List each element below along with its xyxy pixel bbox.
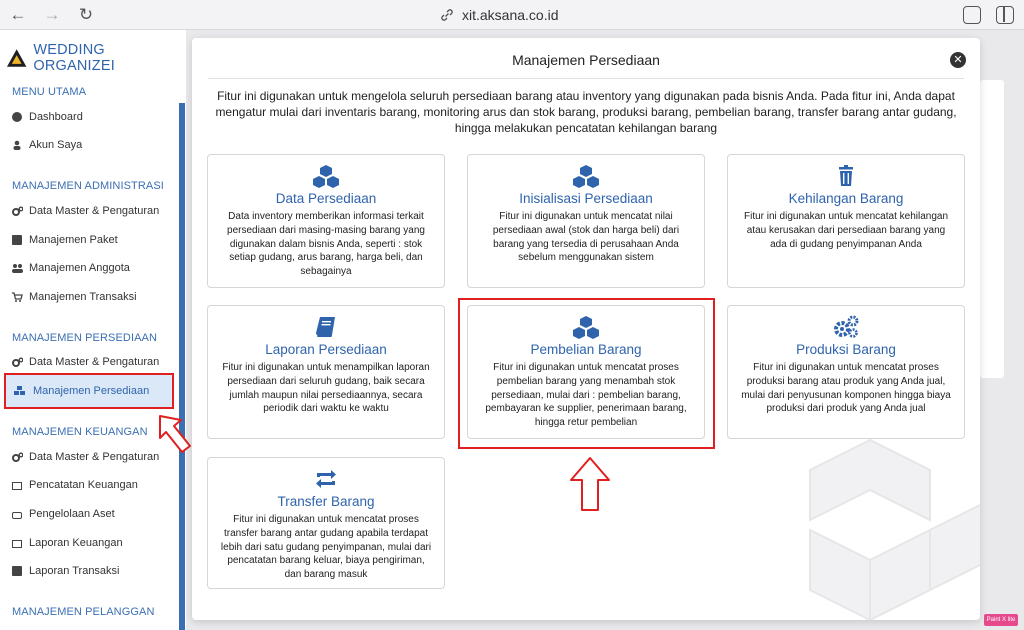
card-title: Kehilangan Barang (788, 191, 904, 206)
cubes-icon (571, 164, 601, 188)
cogs-icon (12, 357, 22, 367)
trash-icon (836, 165, 856, 187)
card-description: Fitur ini digunakan untuk mencatat proses pembelian barang yang menambah stok persediaan, mulai dari : pembelian barang, pembayaran ke supplier, penerimaan barang, hingga retur pembelian (485, 362, 687, 429)
extensions-icon[interactable] (963, 6, 981, 24)
background-panel (980, 80, 1004, 378)
card-inisialisasi-persediaan[interactable] (467, 154, 705, 288)
sidebar-item-pengelolaan-aset[interactable] (12, 504, 172, 524)
sidebar-item-label: Pengelolaan Aset (29, 508, 115, 520)
cogs-icon (12, 452, 22, 462)
sidebar-item-data-master-persediaan[interactable] (12, 352, 172, 372)
card-title: Produksi Barang (796, 342, 896, 357)
cogs-icon (833, 315, 859, 339)
section-manajemen-pelanggan: MANAJEMEN PELANGGAN (12, 606, 155, 618)
sidebar-item-manajemen-anggota[interactable] (12, 258, 172, 278)
browser-toolbar (0, 0, 1024, 30)
modal-intro: Fitur ini digunakan untuk mengelola seluruh persediaan barang atau inventory yang digunakan pada bisnis Anda. Pada fitur ini, Anda dapat mengatur mulai dari inventaris barang, monitoring arus dan stok barang, produksi barang, pembelian barang, transfer barang antar gudang, hingga melakukan pencatatan kehilangan barang (215, 89, 957, 135)
sidebar-item-laporan-keuangan[interactable] (12, 533, 172, 553)
sidebar-item-manajemen-paket[interactable] (12, 230, 172, 250)
sidebar-item-label: Data Master & Pengaturan (29, 356, 160, 368)
card-title: Pembelian Barang (530, 342, 642, 357)
user-icon (12, 140, 22, 150)
section-manajemen-persediaan: MANAJEMEN PERSEDIAAN (12, 332, 158, 344)
money-icon (12, 482, 22, 490)
card-description: Data inventory memberikan informasi terkait persediaan dari masing-masing barang yang digunakan dalam bisnis Anda, seperti : stok setiap gudang, arus barang, harga beli, dan sebagainya (227, 211, 425, 278)
card-title: Inisialisasi Persediaan (519, 191, 653, 206)
sidebar-item-data-master-keuangan[interactable] (12, 447, 172, 467)
sidebar-item-label: Manajemen Transaksi (29, 291, 137, 303)
reload-icon[interactable]: ↻ (78, 5, 94, 24)
sidebar-item-label: Dashboard (29, 111, 83, 123)
dashboard-icon (12, 112, 22, 122)
sidebar-item-label: Manajemen Anggota (29, 262, 130, 274)
section-menu-utama: MENU UTAMA (12, 86, 87, 98)
card-kehilangan-barang[interactable] (727, 154, 965, 288)
sidebar-item-label: Pencatatan Keuangan (29, 479, 138, 491)
cogs-icon (12, 206, 22, 216)
card-description: Fitur ini digunakan untuk menampilkan laporan persediaan dari seluruh gudang, baik secara jumlah maupun nilai persediaannya, secara periodik dari waktu ke waktu (222, 362, 430, 415)
sidebar-item-label: Manajemen Persediaan (33, 385, 150, 397)
book-icon (12, 566, 22, 576)
book-icon (314, 315, 338, 339)
url-text: xit.aksana.co.id (462, 7, 559, 23)
sidebar-item-label: Laporan Keuangan (29, 537, 123, 549)
card-produksi-barang[interactable] (727, 305, 965, 439)
retweet-icon (313, 469, 339, 489)
modal-title: Manajemen Persediaan (512, 52, 660, 68)
link-icon (440, 8, 454, 22)
cart-icon (12, 292, 22, 302)
cubes-icon (14, 386, 26, 396)
brand-name: WEDDING ORGANIZEI (33, 42, 115, 74)
sidebar-item-akun-saya[interactable] (12, 135, 172, 155)
sidebar-item-laporan-transaksi[interactable] (12, 561, 172, 581)
card-data-persediaan[interactable] (207, 154, 445, 288)
sidebar-item-label: Akun Saya (29, 139, 83, 151)
section-manajemen-keuangan: MANAJEMEN KEUANGAN (12, 426, 148, 438)
sidebar-toggle-icon[interactable] (996, 6, 1014, 24)
money-icon (12, 540, 22, 548)
card-description: Fitur ini digunakan untuk mencatat proses transfer barang antar gudang apabila terdapat lebih dari satu gudang penyimpanan, mulai dari pencatatan barang keluar, biaya pengiriman, dan barang masuk (220, 514, 432, 581)
sidebar-item-label: Laporan Transaksi (29, 565, 120, 577)
close-icon[interactable]: ✕ (950, 52, 966, 68)
app-badge: Paint X lite (984, 614, 1018, 626)
card-description: Fitur ini digunakan untuk mencatat nilai persediaan awal (stok dan harga beli) dari barang yang tersedia di perusahaan Anda sebelum menggunakan sistem (492, 211, 680, 264)
sidebar-scrollbar[interactable] (179, 103, 185, 630)
card-laporan-persediaan[interactable] (207, 305, 445, 439)
sidebar-item-data-master-admin[interactable] (12, 201, 172, 221)
brand[interactable] (6, 42, 186, 74)
sidebar-item-manajemen-persediaan[interactable] (4, 373, 174, 409)
card-transfer-barang[interactable] (207, 457, 445, 589)
card-description: Fitur ini digunakan untuk mencatat kehilangan atau kerusakan dari persediaan barang yang ada di gudang penyimpanan Anda (743, 211, 949, 250)
watermark-cubes-icon (760, 430, 980, 620)
card-title: Laporan Persediaan (265, 342, 387, 357)
sidebar-item-manajemen-transaksi[interactable] (12, 287, 172, 307)
card-title: Data Persediaan (275, 191, 377, 206)
sidebar-item-label: Data Master & Pengaturan (29, 451, 160, 463)
back-arrow-icon[interactable]: ← (9, 5, 27, 24)
sidebar-item-label: Manajemen Paket (29, 234, 118, 246)
cubes-icon (311, 164, 341, 188)
sidebar-item-label: Data Master & Pengaturan (29, 205, 160, 217)
sidebar-item-pencatatan-keuangan[interactable] (12, 475, 172, 495)
address-bar[interactable] (440, 6, 559, 24)
card-description: Fitur ini digunakan untuk mencatat proses produksi barang atau produk yang Anda jual, mulai dari penyusunan komponen hingga biaya produksi dari produk yang Anda jual (741, 362, 951, 415)
annotation-arrow-up (568, 456, 612, 512)
divider (208, 78, 964, 79)
section-manajemen-administrasi: MANAJEMEN ADMINISTRASI (12, 180, 164, 192)
annotation-highlight-box (458, 298, 715, 449)
sidebar (0, 30, 186, 630)
users-icon (12, 263, 22, 273)
book-icon (12, 235, 22, 245)
card-title: Transfer Barang (277, 494, 375, 509)
logo-icon (6, 48, 27, 68)
forward-arrow-icon[interactable]: → (43, 5, 61, 24)
sidebar-item-dashboard[interactable] (12, 107, 172, 127)
manajemen-persediaan-modal (192, 38, 980, 620)
hdd-icon (12, 512, 22, 519)
